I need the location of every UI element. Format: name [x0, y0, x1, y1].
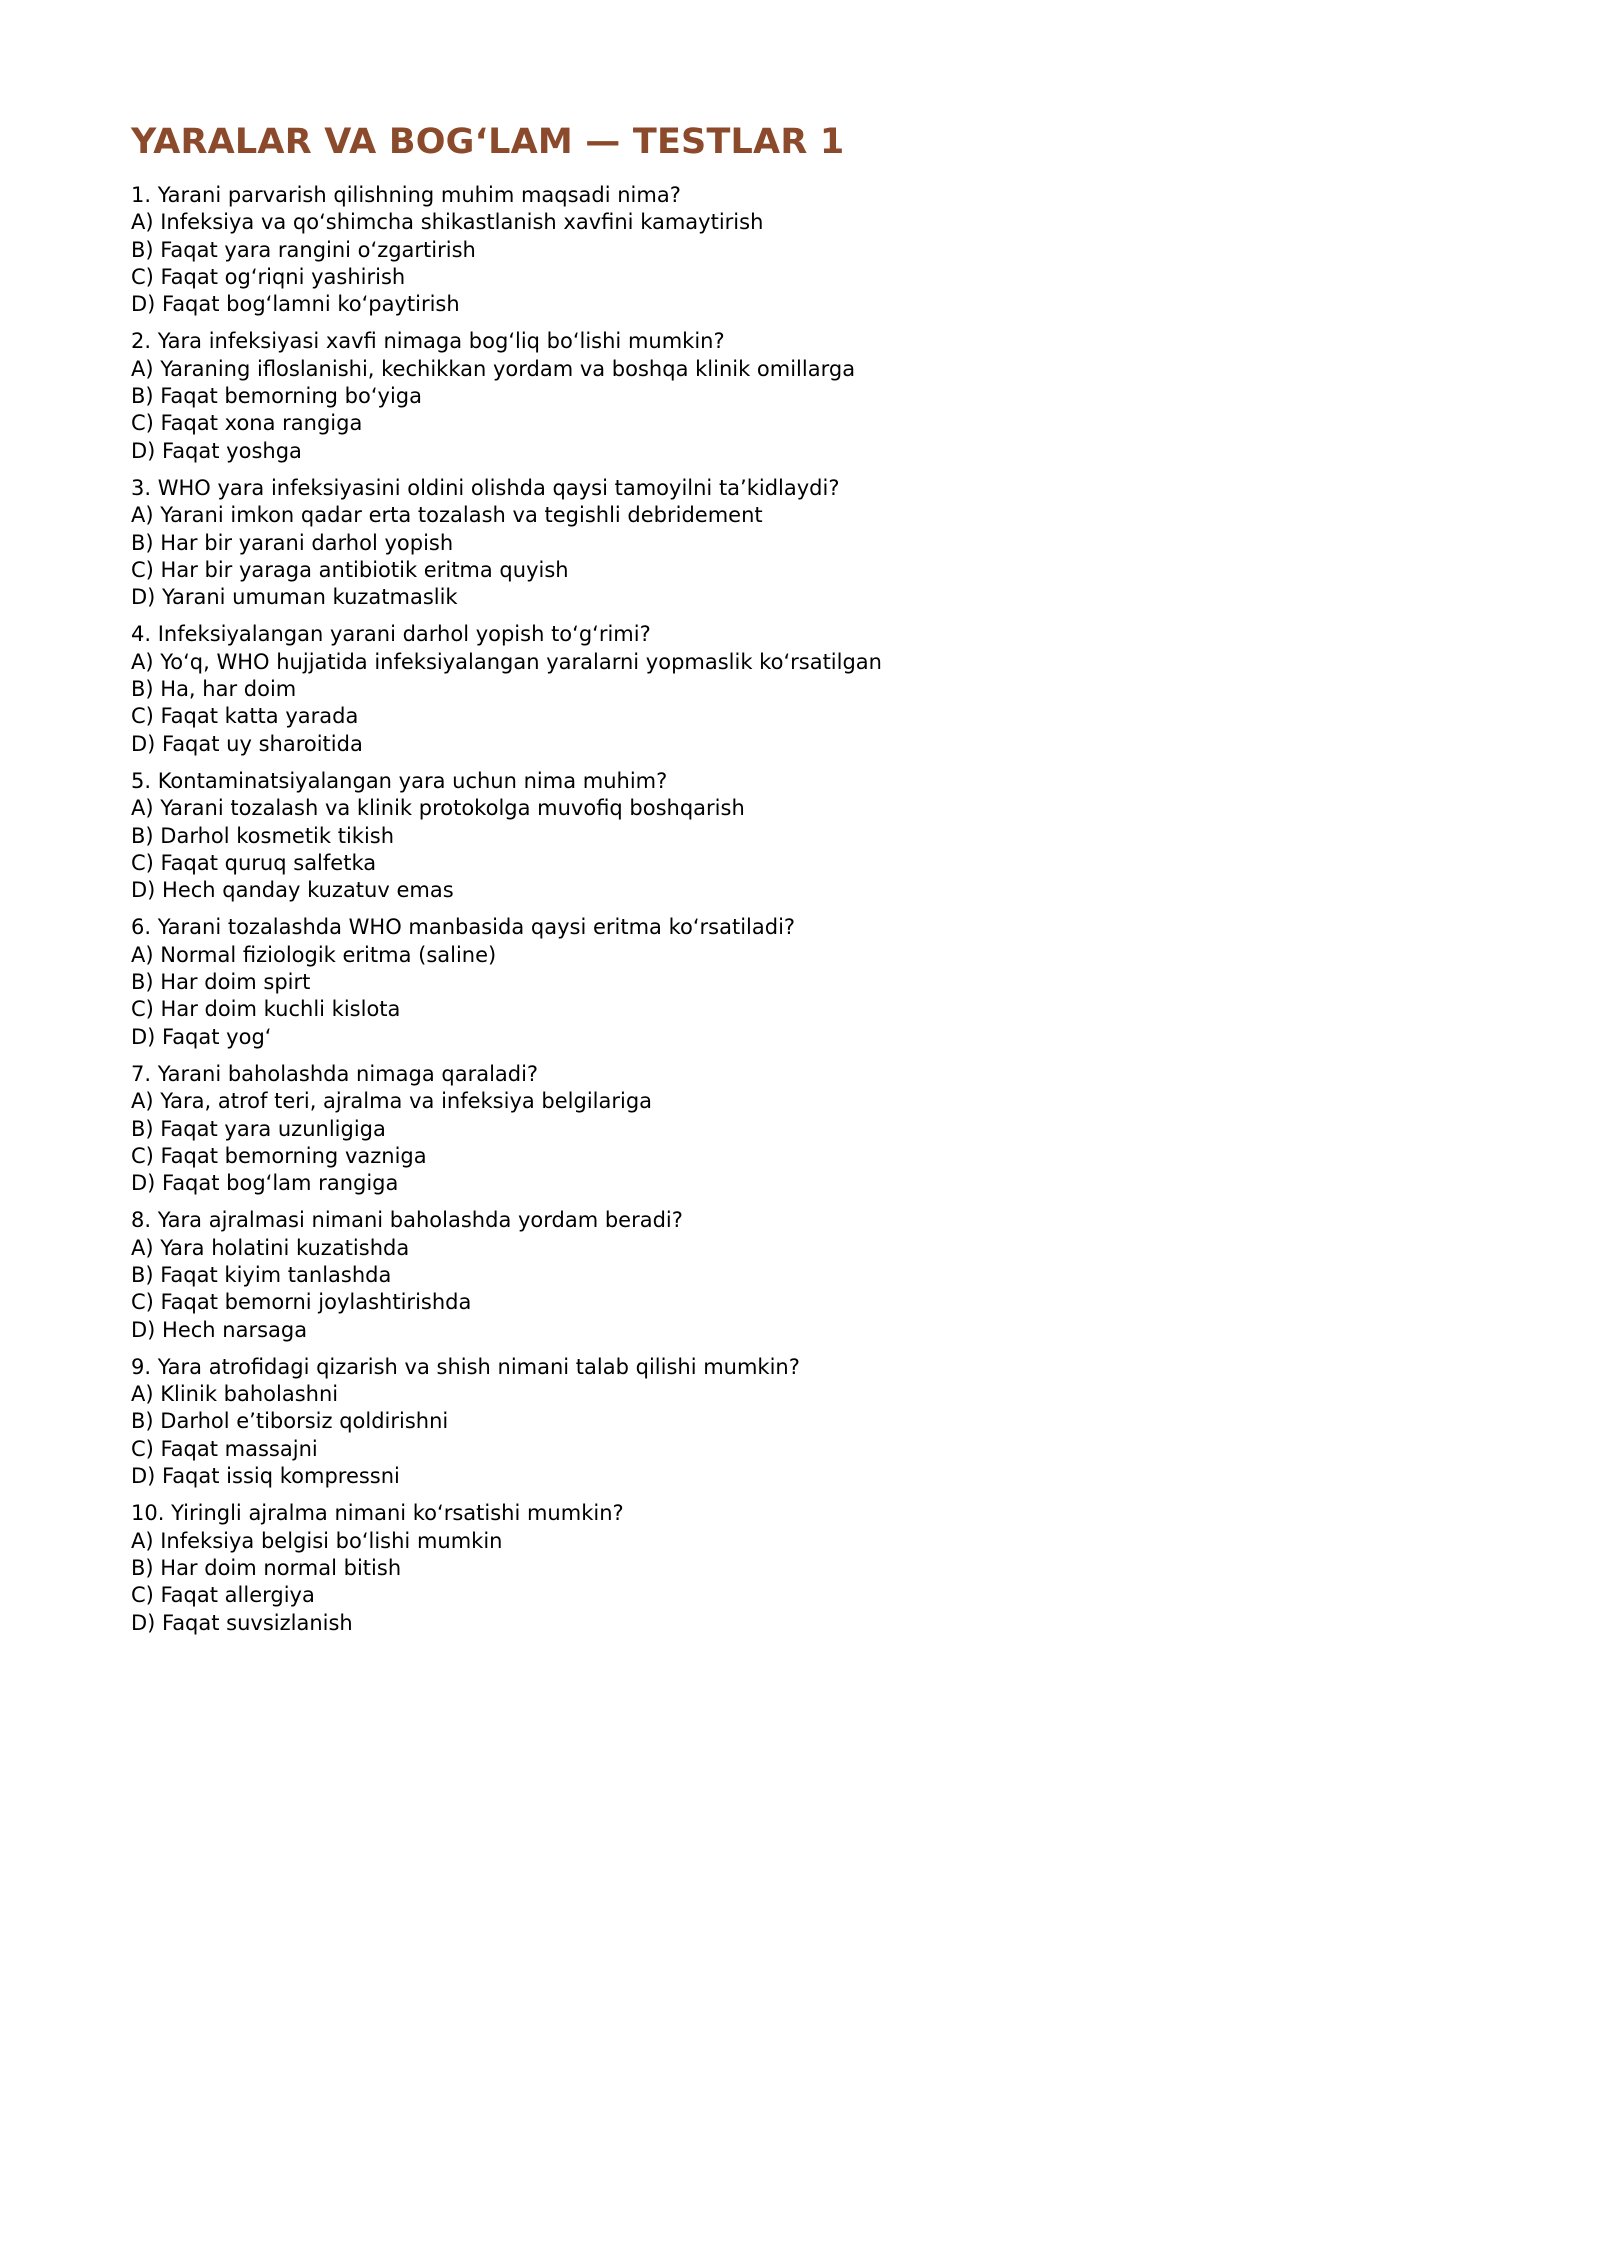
question-list [131, 182, 1471, 1637]
answer-option: A) Yara, atrof teri, ajralma va infeksiya belgilariga [131, 1089, 653, 1114]
question-text: 2. Yara infeksiyasi xavfi nimaga bog‘liq bo‘lishi mumkin? [131, 329, 725, 354]
answer-option: A) Infeksiya belgisi bo‘lishi mumkin [131, 1528, 503, 1553]
question-block [131, 182, 1471, 318]
question-text: 5. Kontaminatsiyalangan yara uchun nima muhim? [131, 768, 668, 793]
answer-option: B) Faqat yara uzunligiga [131, 1116, 386, 1141]
question-text: 8. Yara ajralmasi nimani baholashda yordam beradi? [131, 1208, 683, 1233]
question-block [131, 1061, 1471, 1197]
document-title: YARALAR VA BOG‘LAM — TESTLAR 1 [131, 122, 845, 162]
answer-option: A) Yarani tozalash va klinik protokolga muvofiq boshqarish [131, 796, 745, 821]
answer-option: A) Yara holatini kuzatishda [131, 1235, 410, 1260]
answer-option: A) Klinik baholashni [131, 1382, 339, 1407]
document-page [131, 120, 1471, 1647]
answer-option: B) Ha, har doim [131, 677, 297, 702]
question-text: 3. WHO yara infeksiyasini oldini olishda qaysi tamoyilni ta’kidlaydi? [131, 475, 840, 500]
answer-option: C) Faqat og‘riqni yashirish [131, 264, 406, 289]
question-block [131, 328, 1471, 464]
answer-option: A) Yo‘q, WHO hujjatida infeksiyalangan yaralarni yopmaslik ko‘rsatilgan [131, 649, 882, 674]
answer-option: D) Faqat issiq kompressni [131, 1464, 400, 1489]
answer-option: B) Darhol e’tiborsiz qoldirishni [131, 1409, 449, 1434]
answer-option: D) Faqat uy sharoitida [131, 731, 363, 756]
answer-option: B) Faqat kiyim tanlashda [131, 1262, 392, 1287]
answer-option: B) Har bir yarani darhol yopish [131, 530, 454, 555]
answer-option: C) Faqat massajni [131, 1436, 318, 1461]
answer-option: C) Faqat xona rangiga [131, 411, 363, 436]
answer-option: D) Hech narsaga [131, 1317, 308, 1342]
answer-option: C) Faqat bemorning vazniga [131, 1143, 427, 1168]
answer-option: D) Yarani umuman kuzatmaslik [131, 585, 458, 610]
answer-option: A) Normal fiziologik eritma (saline) [131, 942, 497, 967]
answer-option: C) Har doim kuchli kislota [131, 997, 401, 1022]
answer-option: B) Har doim normal bitish [131, 1555, 402, 1580]
answer-option: B) Faqat yara rangini o‘zgartirish [131, 237, 476, 262]
answer-option: A) Infeksiya va qo‘shimcha shikastlanish xavfini kamaytirish [131, 210, 764, 235]
answer-option: A) Yarani imkon qadar erta tozalash va tegishli debridement [131, 503, 763, 528]
question-block [131, 768, 1471, 904]
answer-option: C) Faqat allergiya [131, 1583, 315, 1608]
question-block [131, 621, 1471, 757]
answer-option: D) Faqat bog‘lamni ko‘paytirish [131, 292, 460, 317]
question-text: 10. Yiringli ajralma nimani ko‘rsatishi mumkin? [131, 1501, 624, 1526]
question-text: 7. Yarani baholashda nimaga qaraladi? [131, 1061, 539, 1086]
question-text: 4. Infeksiyalangan yarani darhol yopish to‘g‘rimi? [131, 622, 651, 647]
question-block [131, 914, 1471, 1050]
question-block [131, 1207, 1471, 1343]
question-text: 1. Yarani parvarish qilishning muhim maqsadi nima? [131, 183, 681, 207]
answer-option: C) Faqat bemorni joylashtirishda [131, 1290, 472, 1315]
answer-option: C) Faqat quruq salfetka [131, 850, 377, 875]
question-text: 6. Yarani tozalashda WHO manbasida qaysi eritma ko‘rsatiladi? [131, 915, 796, 940]
answer-option: D) Faqat bog‘lam rangiga [131, 1171, 399, 1196]
answer-option: B) Har doim spirt [131, 970, 311, 995]
question-block [131, 1354, 1471, 1490]
answer-option: B) Darhol kosmetik tikish [131, 823, 395, 848]
answer-option: C) Har bir yaraga antibiotik eritma quyish [131, 557, 569, 582]
answer-option: D) Hech qanday kuzatuv emas [131, 878, 454, 903]
answer-option: D) Faqat yog‘ [131, 1024, 272, 1049]
answer-option: D) Faqat suvsizlanish [131, 1610, 353, 1635]
question-block [131, 475, 1471, 611]
answer-option: B) Faqat bemorning bo‘yiga [131, 384, 422, 409]
answer-option: A) Yaraning ifloslanishi, kechikkan yordam va boshqa klinik omillarga [131, 356, 856, 381]
question-text: 9. Yara atrofidagi qizarish va shish nimani talab qilishi mumkin? [131, 1354, 800, 1379]
answer-option: D) Faqat yoshga [131, 438, 302, 463]
question-block [131, 1500, 1471, 1636]
answer-option: C) Faqat katta yarada [131, 704, 359, 729]
